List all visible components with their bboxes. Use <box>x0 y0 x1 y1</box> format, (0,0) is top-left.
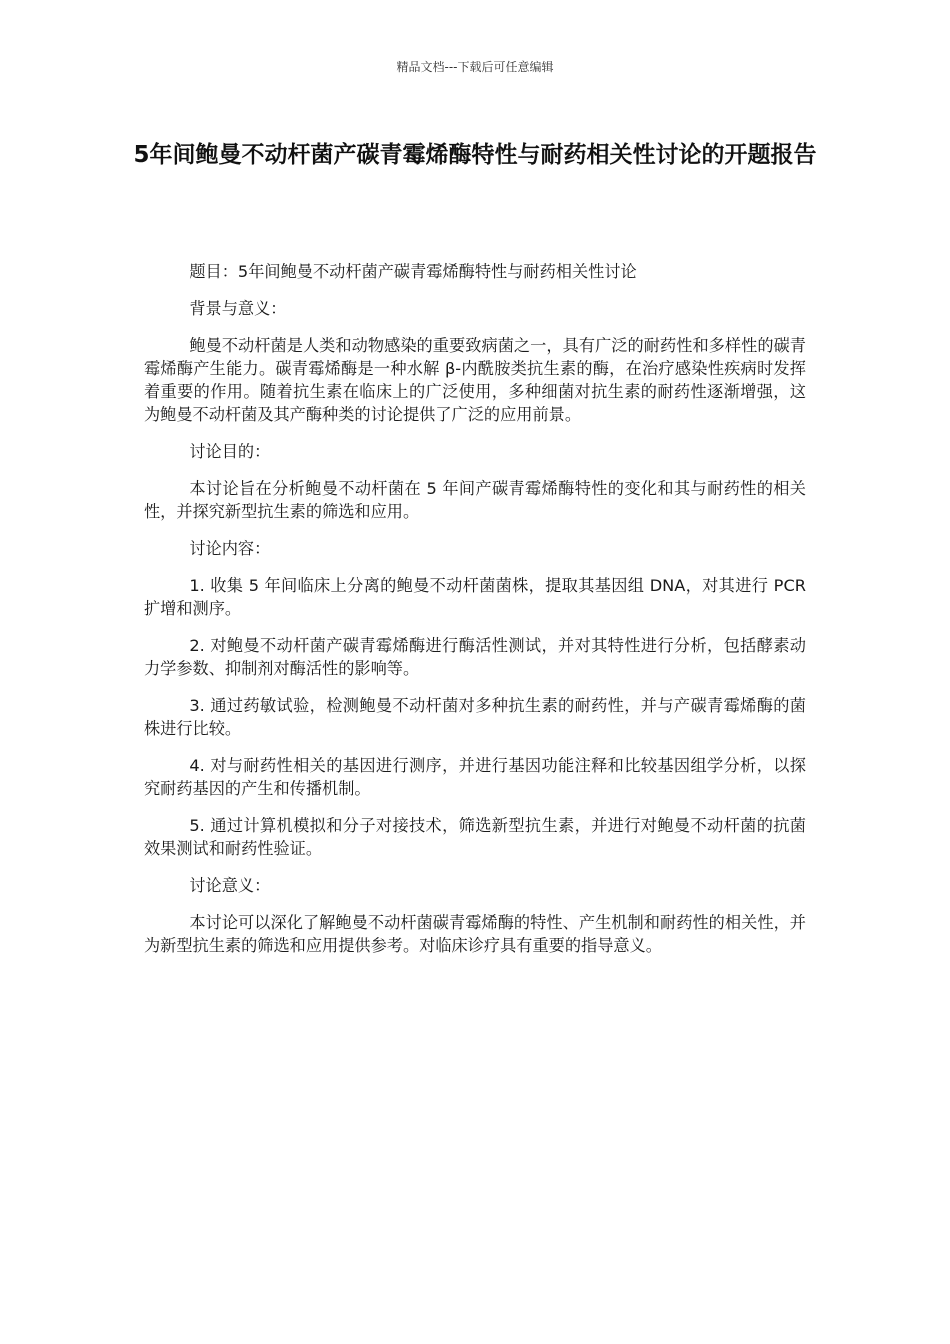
page-header: 精品文档---下载后可任意编辑 <box>396 60 554 74</box>
section-heading-content: 讨论内容： <box>189 539 271 558</box>
content-item-3: 3. 通过药敏试验，检测鲍曼不动杆菌对多种抗生素的耐药性，并与产碳青霉烯酶的菌株进行比较。 <box>144 696 806 738</box>
document-body <box>144 260 806 971</box>
purpose-paragraph: 本讨论旨在分析鲍曼不动杆菌在 5 年间产碳青霉烯酶特性的变化和其与耐药性的相关性，并探究新型抗生素的筛选和应用。 <box>144 479 806 521</box>
significance-paragraph: 本讨论可以深化了解鲍曼不动杆菌碳青霉烯酶的特性、产生机制和耐药性的相关性，并为新型抗生素的筛选和应用提供参考。对临床诊疗具有重要的指导意义。 <box>144 913 806 955</box>
topic-line: 题目：5年间鲍曼不动杆菌产碳青霉烯酶特性与耐药相关性讨论 <box>189 262 637 281</box>
content-item-4: 4. 对与耐药性相关的基因进行测序，并进行基因功能注释和比较基因组学分析，以探究耐药基因的产生和传播机制。 <box>144 756 806 798</box>
content-item-2: 2. 对鲍曼不动杆菌产碳青霉烯酶进行酶活性测试，并对其特性进行分析，包括酵素动力学参数、抑制剂对酶活性的影响等。 <box>144 636 806 678</box>
document-title: 5年间鲍曼不动杆菌产碳青霉烯酶特性与耐药相关性讨论的开题报告 <box>133 142 817 168</box>
content-item-1: 1. 收集 5 年间临床上分离的鲍曼不动杆菌菌株，提取其基因组 DNA，对其进行 PCR 扩增和测序。 <box>144 576 806 618</box>
content-item-5: 5. 通过计算机模拟和分子对接技术，筛选新型抗生素，并进行对鲍曼不动杆菌的抗菌效果测试和耐药性验证。 <box>144 816 806 858</box>
section-heading-background: 背景与意义： <box>189 299 287 318</box>
background-paragraph: 鲍曼不动杆菌是人类和动物感染的重要致病菌之一，具有广泛的耐药性和多样性的碳青霉烯酶产生能力。碳青霉烯酶是一种水解 β-内酰胺类抗生素的酶，在治疗感染性疾病时发挥着重要的作用。随着抗生素在临床上的广泛使用，多种细菌对抗生素的耐药性逐渐增强，这为鲍曼不动杆菌及其产酶种类的讨论提供了广泛的应用前景。 <box>144 336 806 424</box>
section-heading-significance: 讨论意义： <box>189 876 271 895</box>
section-heading-purpose: 讨论目的： <box>189 442 271 461</box>
